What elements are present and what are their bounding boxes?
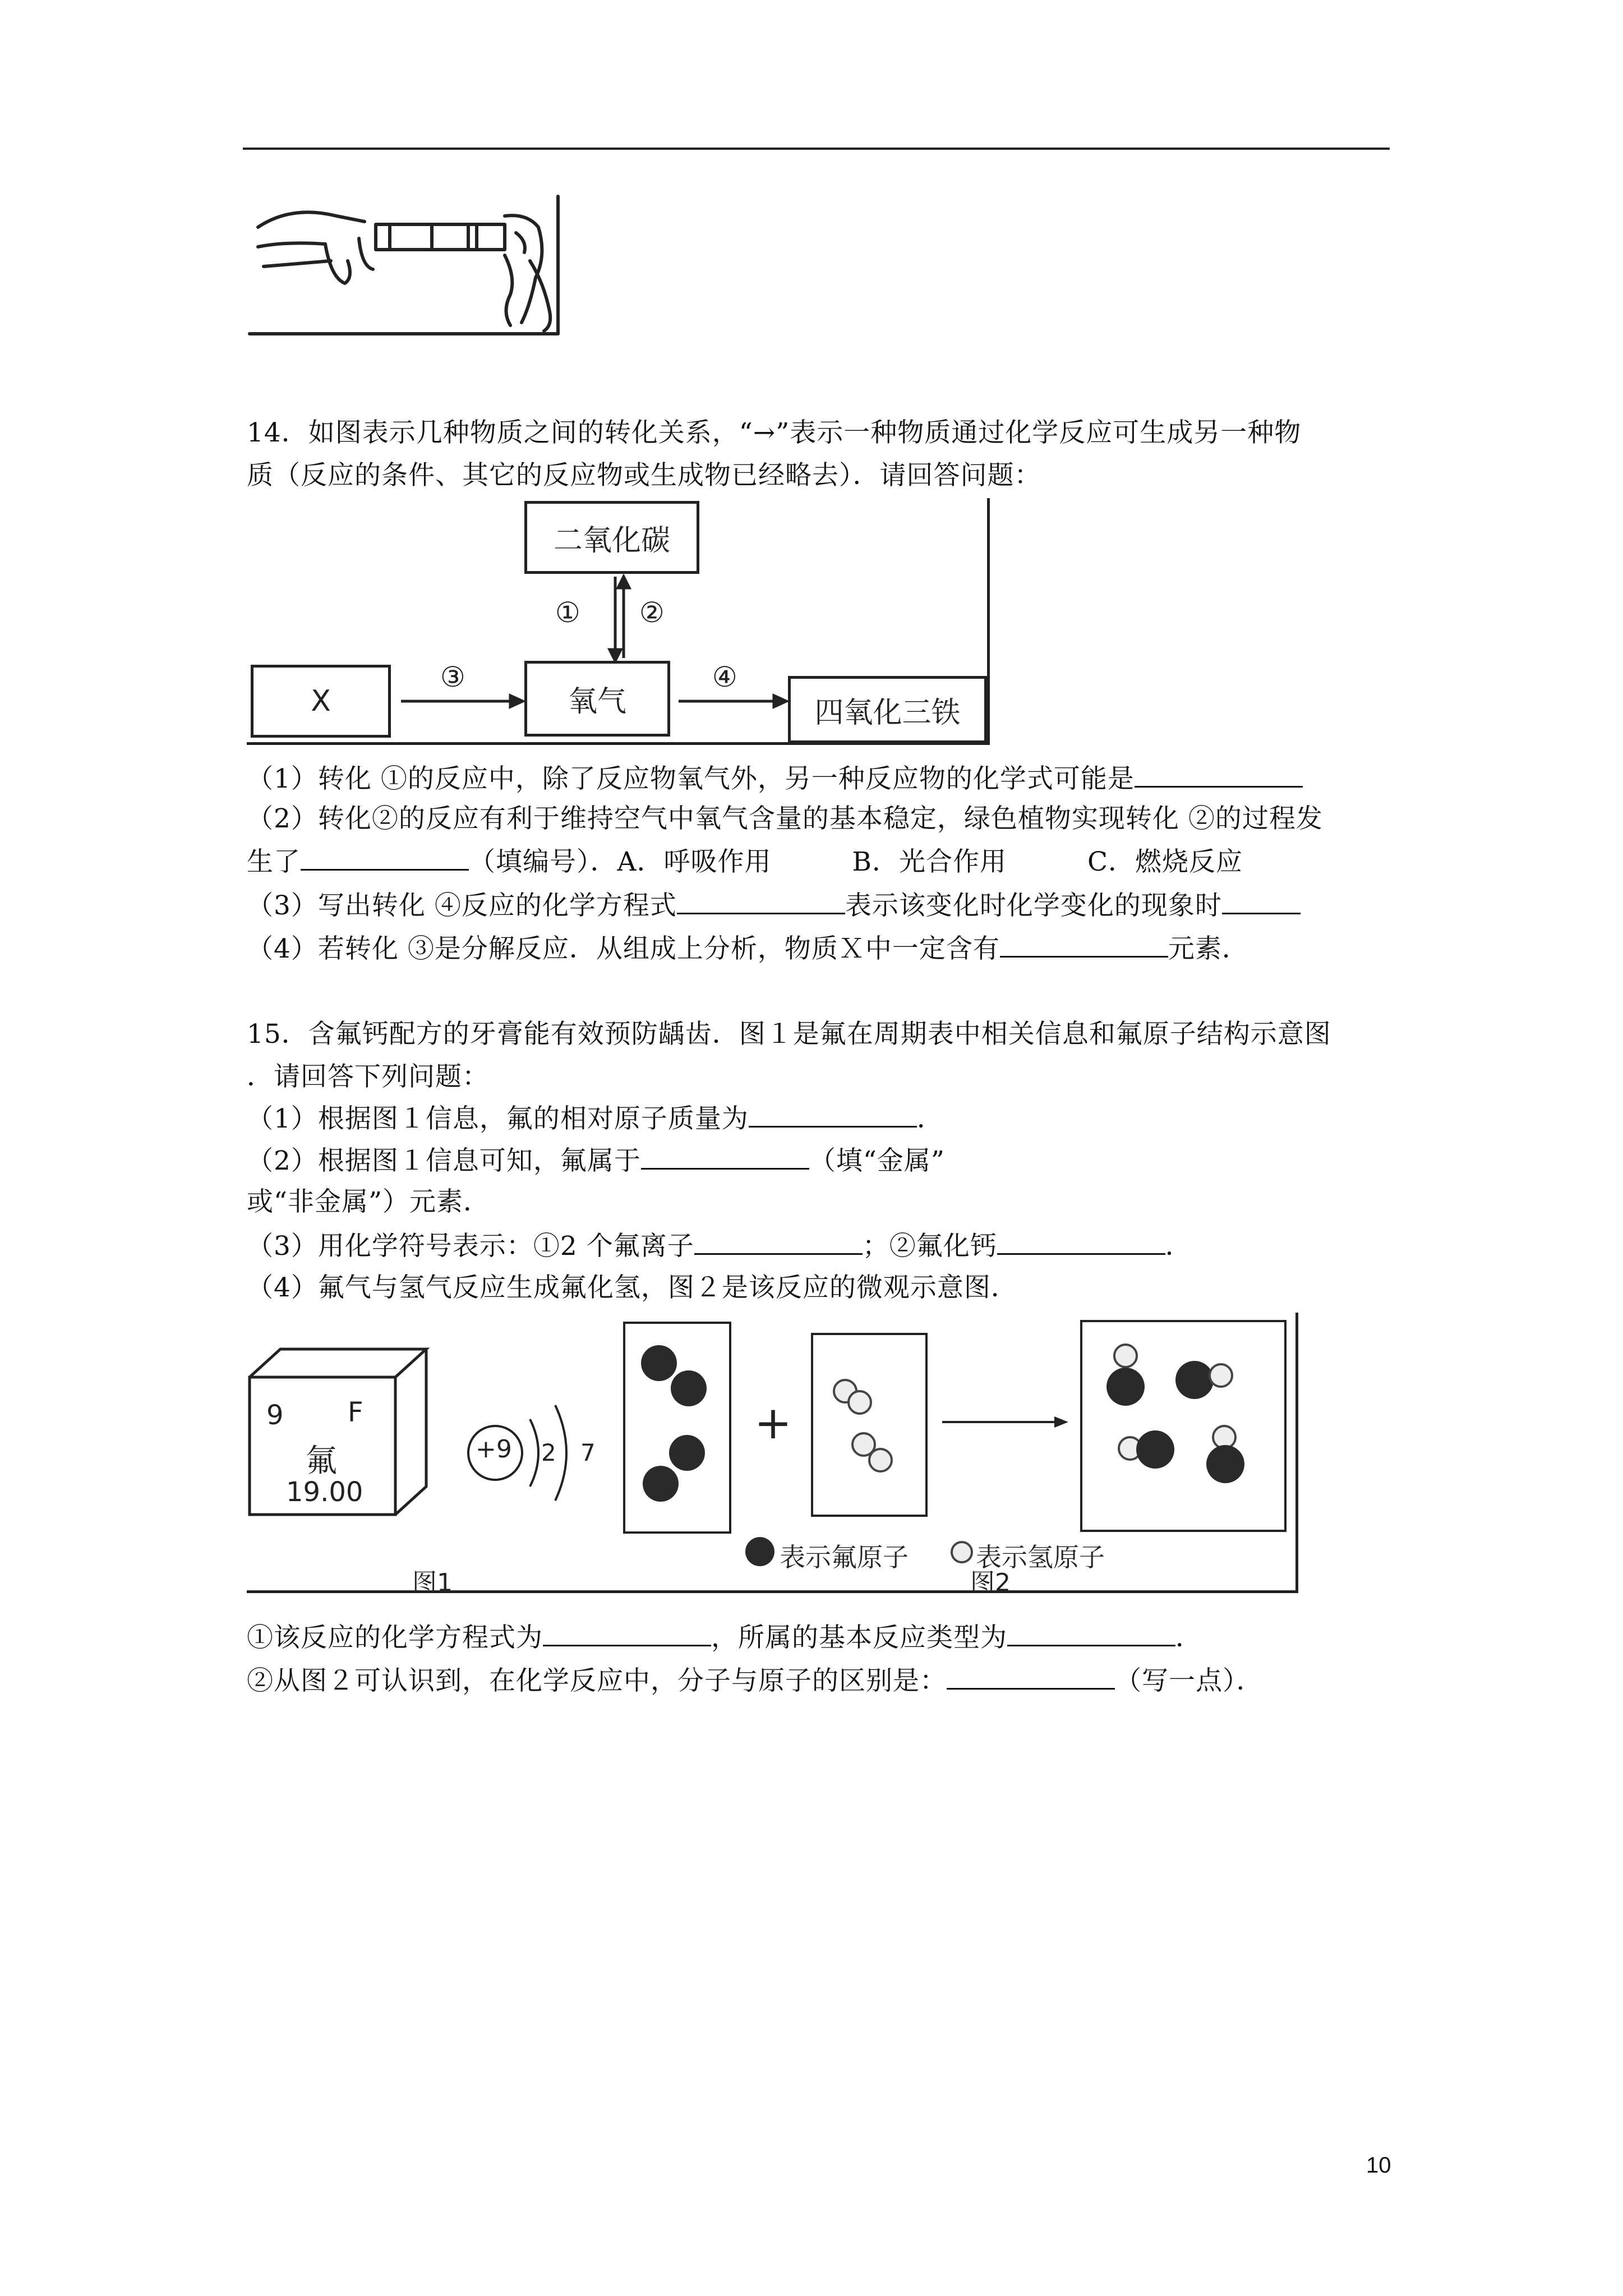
q15-part-2-line-2: 或“非金属”）元素． <box>247 1186 491 1217</box>
box-oxygen: 氧气 <box>524 661 670 737</box>
box-carbon-dioxide: 二氧化碳 <box>524 501 699 574</box>
answer-blank[interactable] <box>1007 1620 1175 1646</box>
answer-blank[interactable] <box>677 888 845 914</box>
answer-blank[interactable] <box>1222 888 1301 914</box>
q15-fluorine-figure <box>247 1313 1301 1597</box>
answer-blank[interactable] <box>694 1228 863 1255</box>
q14-conversion-diagram <box>247 498 993 745</box>
q14-part-3-text-a: （3）写出转化 ④反应的化学方程式 <box>247 890 677 921</box>
legend-hydrogen-label: 表示氢原子 <box>976 1542 1105 1572</box>
q15-part-3-text-a: （3）用化学符号表示：①2 个氟离子 <box>247 1231 694 1262</box>
plus-sign: + <box>754 1397 792 1449</box>
figure-frame-right <box>1295 1313 1298 1593</box>
syringe-hands-figure <box>247 194 566 339</box>
page-number: 10 <box>1366 2153 1391 2178</box>
q15-part-4: （4）氟气与氢气反应生成氟化氢，图２是该反应的微观示意图． <box>247 1272 1018 1303</box>
figure-caption-2: 图2 <box>970 1568 1011 1597</box>
q15-part-3-end: ． <box>1165 1231 1192 1262</box>
q15-intro-line-2: ．请回答下列问题： <box>247 1061 489 1092</box>
q14-part-4-text-a: （4）若转化 ③是分解反应．从组成上分析，物质Ｘ中一定含有 <box>247 933 1000 964</box>
answer-blank[interactable] <box>301 844 469 871</box>
q15-part-2-text-a: （2）根据图１信息可知，氟属于 <box>247 1145 641 1176</box>
figure-caption-1: 图1 <box>412 1568 453 1597</box>
q15-part-1-end: ． <box>916 1103 944 1134</box>
label-reaction-2: ② <box>639 596 665 629</box>
q14-part-3 <box>247 888 1301 923</box>
label-reaction-3: ③ <box>440 661 465 693</box>
diagram-arrows <box>247 498 993 745</box>
q14-part-2-text-b: （填编号）．A．呼吸作用 B．光合作用 C．燃烧反应 <box>469 846 1243 877</box>
label-reaction-4: ④ <box>712 661 737 693</box>
hydrogen-fluoride-box <box>1080 1319 1287 1533</box>
header-rule <box>243 148 1390 150</box>
q15-intro-line-1: 15．含氟钙配方的牙膏能有效预防龋齿．图１是氟在周期表中相关信息和氟原子结构示意图 <box>247 1019 1331 1050</box>
shell-electrons-2: 7 <box>580 1439 596 1466</box>
answer-blank[interactable] <box>947 1663 1115 1690</box>
answer-blank[interactable] <box>641 1143 809 1170</box>
answer-blank[interactable] <box>543 1620 711 1646</box>
atomic-mass: 19.00 <box>286 1476 363 1508</box>
answer-blank[interactable] <box>997 1228 1165 1255</box>
q14-part-1-text: （1）转化 ①的反应中，除了反应物氧气外，另一种反应物的化学式可能是 <box>247 763 1135 794</box>
box-iron-oxide: 四氧化三铁 <box>788 676 987 743</box>
q15-part-2-text-b: （填“金属” <box>809 1145 945 1176</box>
shell-electrons-1: 2 <box>541 1439 556 1466</box>
q15-sub-1-text-b: ，所属的基本反应类型为 <box>711 1622 1007 1653</box>
q15-part-1-text: （1）根据图１信息，氟的相对原子质量为 <box>247 1103 749 1134</box>
hydrogen-molecules-box <box>810 1332 928 1517</box>
answer-blank[interactable] <box>749 1101 917 1128</box>
q15-sub-1-text-a: ①该反应的化学方程式为 <box>247 1622 543 1653</box>
legend-fluorine-atom-icon <box>743 1535 777 1568</box>
element-name: 氟 <box>306 1443 337 1479</box>
q15-part-2-line-1 <box>247 1143 945 1178</box>
q14-part-3-text-b: 表示该变化时化学变化的现象时 <box>845 890 1222 921</box>
reaction-arrow <box>942 1411 1071 1433</box>
atomic-number: 9 <box>266 1400 284 1431</box>
q14-intro-line-1: 14．如图表示几种物质之间的转化关系，“→”表示一种物质通过化学反应可生成另一种物 <box>247 417 1302 448</box>
q14-part-2-line-1: （2）转化②的反应有利于维持空气中氧气含量的基本稳定，绿色植物实现转化 ②的过程发 <box>247 803 1323 834</box>
q15-sub-2-text-a: ②从图２可认识到，在化学反应中，分子与原子的区别是： <box>247 1665 947 1696</box>
legend-fluorine-label: 表示氟原子 <box>780 1542 909 1572</box>
q15-sub-2-text-b: （写一点）． <box>1115 1665 1264 1696</box>
q14-intro-line-2: 质（反应的条件、其它的反应物或生成物已经略去）．请回答问题： <box>247 460 1041 491</box>
figure-frame-bottom <box>247 1590 1298 1593</box>
q14-part-4 <box>247 931 1249 966</box>
q15-part-3-text-b: ；②氟化钙 <box>862 1231 997 1262</box>
nucleus-charge: +9 <box>476 1435 512 1464</box>
q15-sub-1-end: ． <box>1175 1622 1202 1653</box>
q14-part-2-text-a: 生了 <box>247 846 301 877</box>
q15-part-3 <box>247 1228 1192 1263</box>
answer-blank[interactable] <box>1000 931 1168 958</box>
q14-part-2-line-2 <box>247 844 1243 879</box>
q15-sub-1 <box>247 1620 1202 1655</box>
q15-part-1 <box>247 1101 944 1136</box>
q15-sub-2 <box>247 1663 1264 1698</box>
box-x: X <box>251 665 391 738</box>
q14-part-1 <box>247 761 1303 796</box>
label-reaction-1: ① <box>555 596 580 629</box>
element-symbol: F <box>348 1397 363 1428</box>
q14-part-4-text-b: 元素． <box>1168 933 1249 964</box>
answer-blank[interactable] <box>1135 761 1303 788</box>
fluorine-molecules-box <box>623 1321 732 1534</box>
